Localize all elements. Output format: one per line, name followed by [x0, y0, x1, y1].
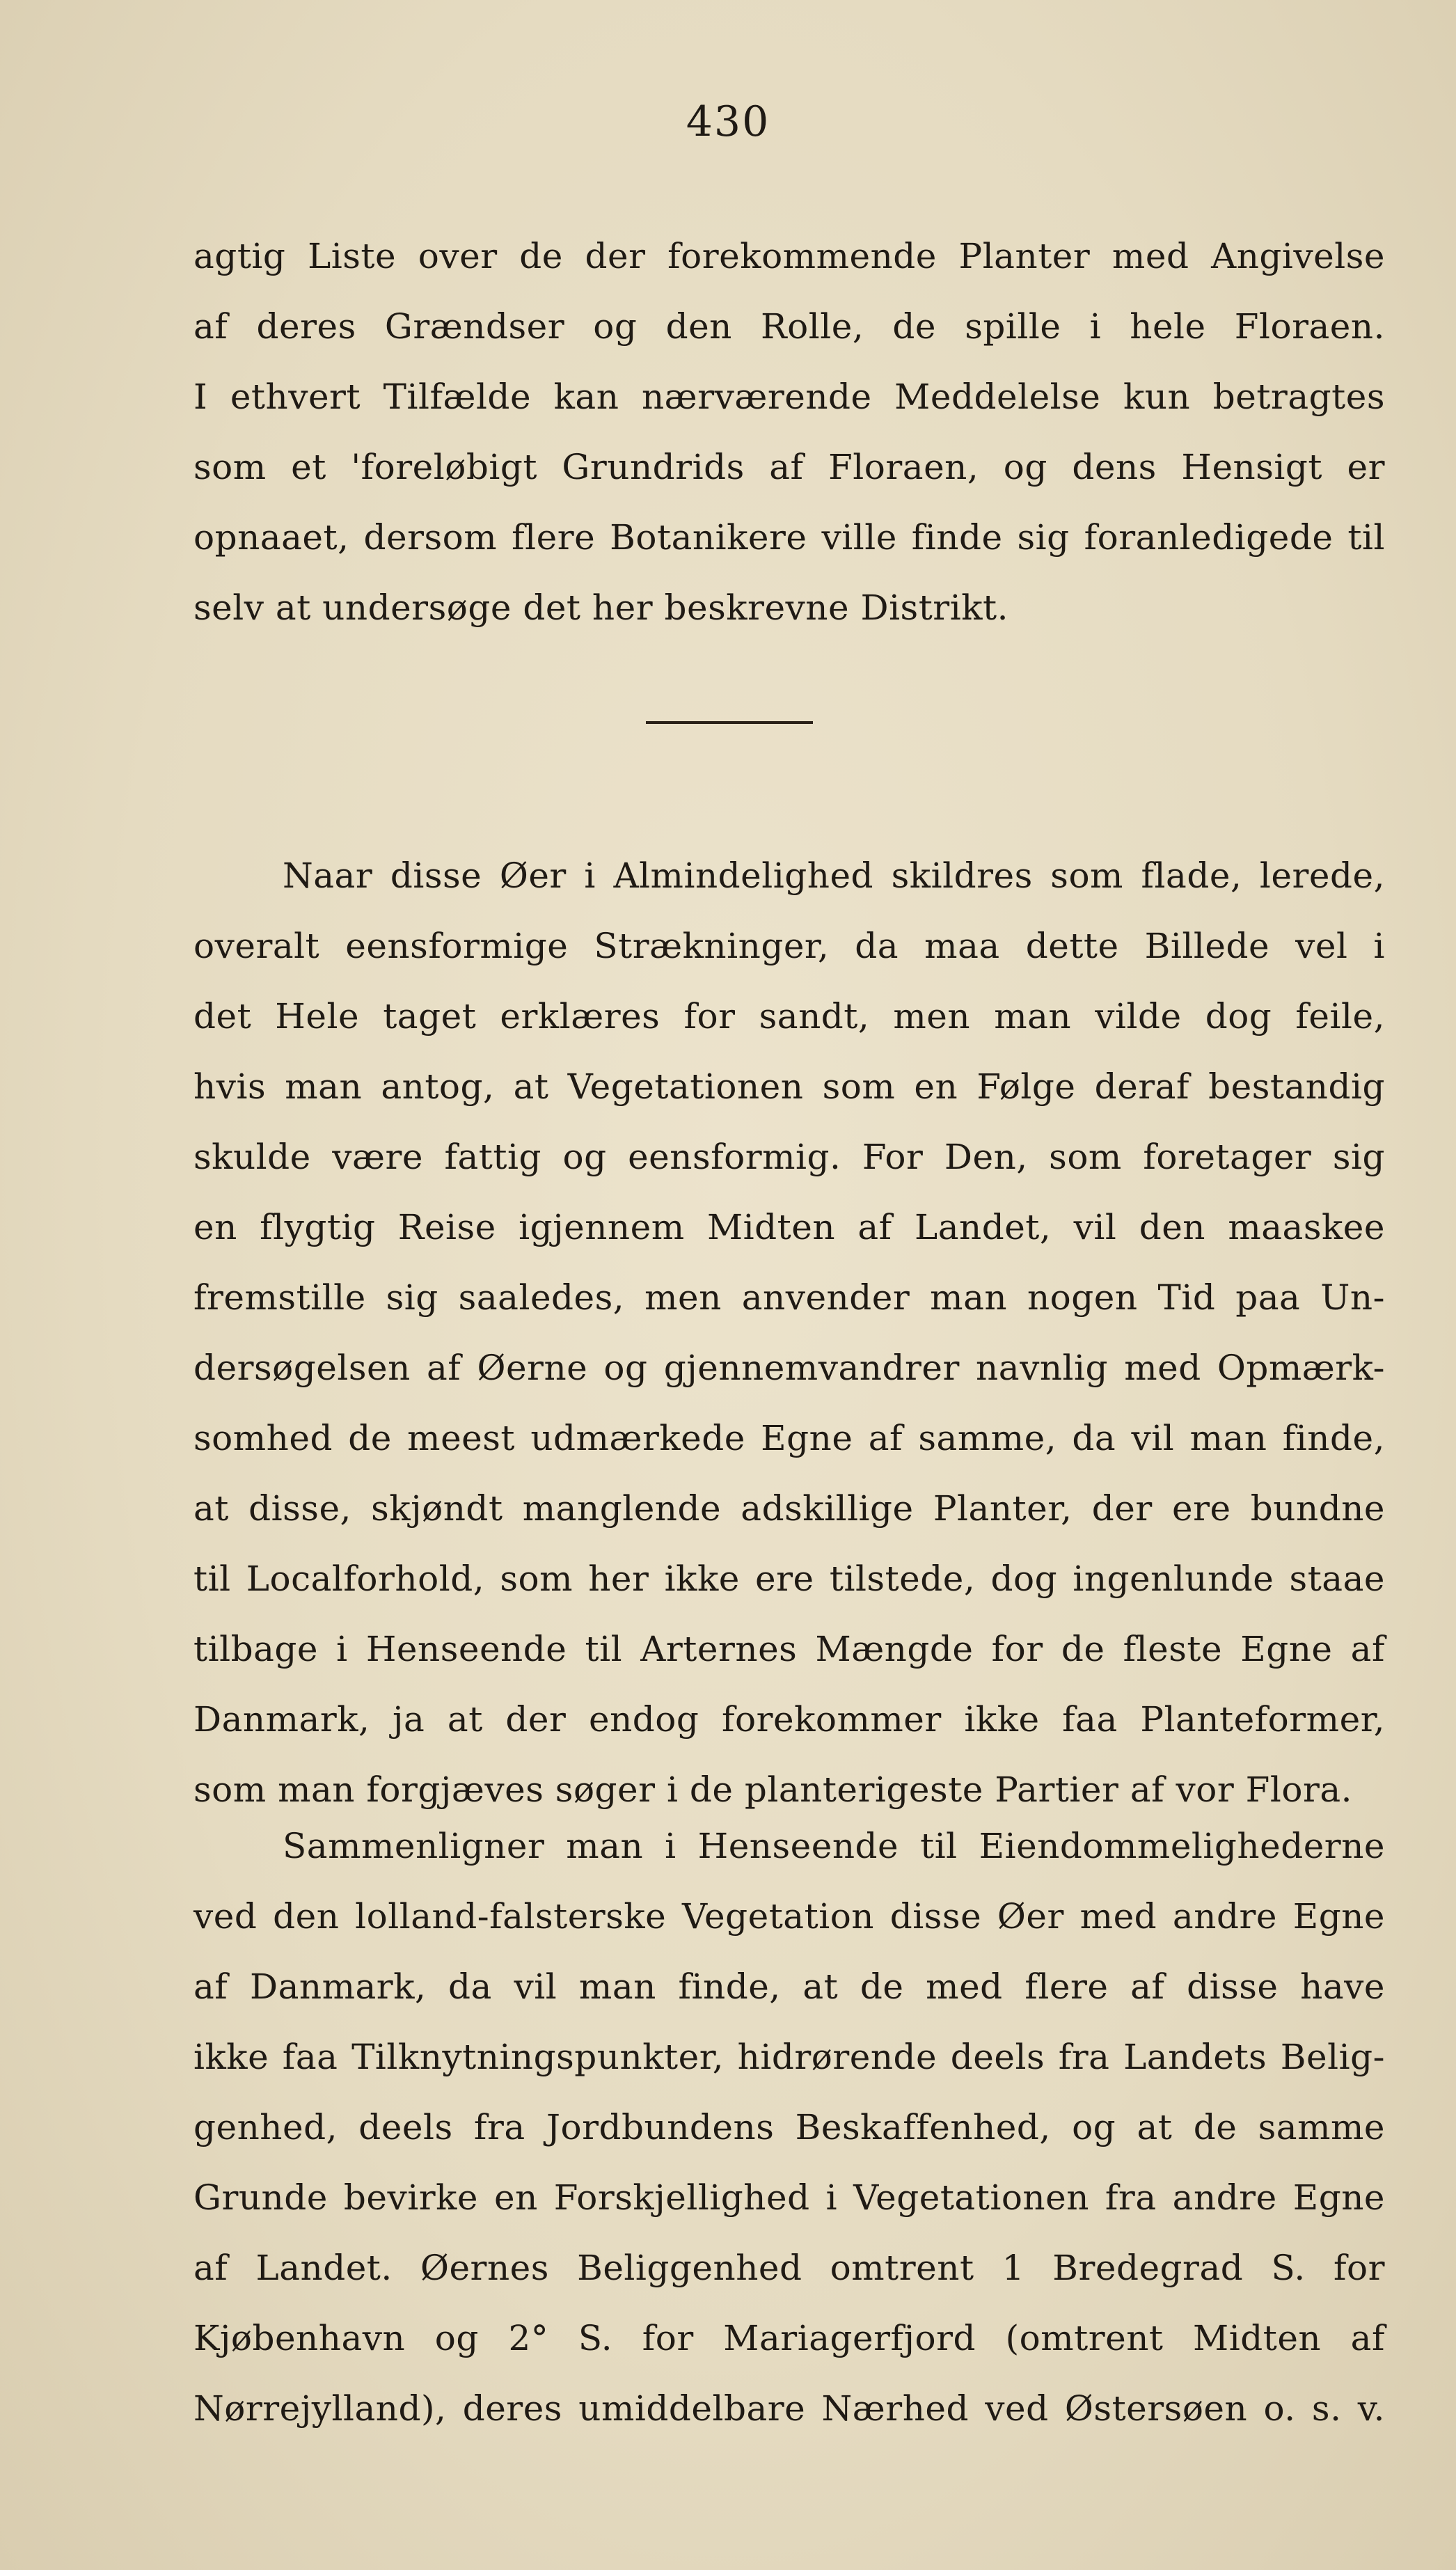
text-line: Kjøbenhavn og 2° S. for Mariagerfjord (omtrent Midten af [193, 2318, 1385, 2358]
text-line: dersøgelsen af Øerne og gjennemvandrer navnlig med Opmærk- [193, 1348, 1385, 1388]
text-line: at disse, skjøndt manglende adskillige Planter, der ere bundne [193, 1488, 1385, 1529]
text-line: genhed, deels fra Jordbundens Beskaffenhed, og at de samme [193, 2107, 1385, 2147]
paragraph-comparison [193, 1811, 1385, 2444]
text-line: Naar disse Øer i Almindelighed skildres som flade, lerede, [283, 856, 1385, 896]
section-divider [646, 721, 813, 724]
text-line: somhed de meest udmærkede Egne af samme, da vil man finde, [193, 1418, 1385, 1458]
text-line: skulde være fattig og eensformig. For Den, som foretager sig [193, 1137, 1385, 1177]
page-number: 430 [686, 97, 770, 146]
text-line: hvis man antog, at Vegetationen som en Følge deraf bestandig [193, 1066, 1385, 1107]
text-line: I ethvert Tilfælde kan nærværende Meddelelse kun betragtes [193, 377, 1385, 417]
text-line: selv at undersøge det her beskrevne Distrikt. [193, 588, 1008, 628]
text-line: fremstille sig saaledes, men anvender man nogen Tid paa Un- [193, 1277, 1385, 1318]
text-line: Nørrejylland), deres umiddelbare Nærhed ved Østersøen o. s. v. [193, 2388, 1385, 2429]
text-line: som et 'foreløbigt Grundrids af Floraen, og dens Hensigt er [193, 447, 1385, 487]
text-line: ikke faa Tilknytningspunkter, hidrørende deels fra Landets Belig- [193, 2037, 1385, 2077]
text-line: Danmark, ja at der endog forekommer ikke faa Planteformer, [193, 1699, 1385, 1740]
text-line: som man forgjæves søger i de planterigeste Partier af vor Flora. [193, 1769, 1353, 1810]
text-line: en flygtig Reise igjennem Midten af Landet, vil den maaskee [193, 1207, 1385, 1247]
text-line: til Localforhold, som her ikke ere tilstede, dog ingenlunde staae [193, 1559, 1385, 1599]
text-line: af deres Grændser og den Rolle, de spille i hele Floraen. [193, 306, 1385, 347]
text-line: det Hele taget erklæres for sandt, men man vilde dog feile, [193, 996, 1385, 1036]
paragraph-continuation [193, 221, 1385, 643]
text-line: opnaaet, dersom flere Botanikere ville finde sig foranledigede til [193, 517, 1385, 558]
text-line: af Landet. Øernes Beliggenhed omtrent 1 Bredegrad S. for [193, 2248, 1385, 2288]
text-line: overalt eensformige Strækninger, da maa dette Billede vel i [193, 926, 1385, 966]
text-line: ved den lolland-falsterske Vegetation disse Øer med andre Egne [193, 1896, 1385, 1937]
text-line: Sammenligner man i Henseende til Eiendommelighederne [283, 1826, 1385, 1866]
text-line: af Danmark, da vil man finde, at de med flere af disse have [193, 1966, 1385, 2007]
text-line: agtig Liste over de der forekommende Planter med Angivelse [193, 236, 1385, 276]
text-line: Grunde bevirke en Forskjellighed i Vegetationen fra andre Egne [193, 2177, 1385, 2218]
text-line: tilbage i Henseende til Arternes Mængde for de fleste Egne af [193, 1629, 1385, 1669]
paragraph-islands-vegetation [193, 841, 1385, 1825]
